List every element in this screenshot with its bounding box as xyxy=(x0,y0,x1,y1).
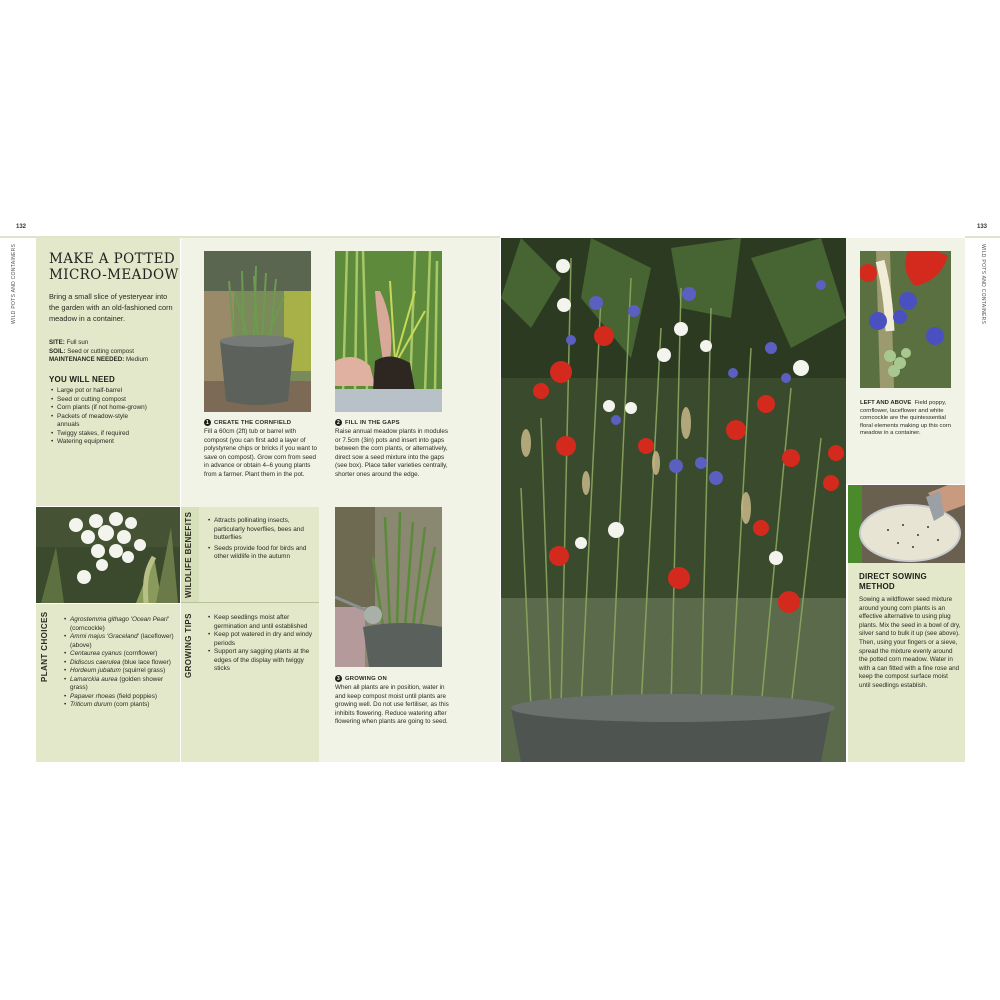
caption-label: LEFT AND ABOVE xyxy=(860,400,912,406)
step-3-body: When all plants are in position, water in and keep compost moist until plants are growing well. Do not use fertiliser, as this inhibits flowering. Reduce watering after flowering when plants are going to seed. xyxy=(335,684,449,726)
step3-photo xyxy=(335,507,442,667)
common-name: (corn plants) xyxy=(113,701,150,708)
list-item: • Support any sagging plants at the edges of the display with twiggy sticks xyxy=(207,648,317,674)
photo-caption xyxy=(860,400,956,438)
page-title xyxy=(49,251,179,283)
step2-photo xyxy=(335,251,442,412)
latin-name: Lamarckia aurea xyxy=(70,675,118,683)
plant-choice-item xyxy=(63,676,181,693)
plant-choice-item xyxy=(63,650,181,659)
step-number-icon: 2 xyxy=(335,419,342,426)
site-value: Full sun xyxy=(66,339,89,346)
list-item: • Keep pot watered in dry and windy periods xyxy=(207,631,317,648)
site-label: SITE: xyxy=(49,339,65,346)
site-info xyxy=(49,339,177,365)
list-item: • Packets of meadow-style annuals xyxy=(50,413,150,430)
latin-name: Agrostemma githago 'Ocean Pearl' xyxy=(70,616,169,623)
step-2 xyxy=(335,419,450,480)
running-head-right: WILD POTS AND CONTAINERS xyxy=(980,244,986,325)
watering-image xyxy=(335,507,442,667)
step-1-body: Fill a 60cm (2ft) tub or barrel with compost (you can first add a layer of polystyrene chips or bricks if you want to save on compost). Grow corn from seed in advance or obtain 4–6 young plants from a farmer. Plant them in the pot. xyxy=(204,428,318,478)
soil-label: SOIL: xyxy=(49,347,66,355)
latin-name: Papaver rhoeas xyxy=(70,692,116,700)
maintenance-label: MAINTENANCE NEEDED: xyxy=(49,356,125,364)
main-meadow-photo xyxy=(501,238,846,762)
list-item: • Corn plants (if not home-grown) xyxy=(50,404,150,413)
header-rule-right xyxy=(965,236,1000,238)
common-name: (cornflower) xyxy=(123,650,158,657)
heading-line-1: DIRECT SOWING xyxy=(859,572,927,581)
common-name: (corncockle) xyxy=(70,624,105,632)
step-3-heading xyxy=(335,675,450,682)
wildlife-benefits-list xyxy=(207,517,317,562)
list-item: • Large pot or half-barrel xyxy=(50,387,150,396)
plant-choice-item xyxy=(63,701,181,710)
growing-tips-list xyxy=(207,614,317,674)
list-item: • Attracts pollinating insects, particularly hoverflies, bees and butterflies xyxy=(207,517,317,543)
plant-choice-item xyxy=(63,659,181,668)
common-name: (field poppies) xyxy=(116,692,158,700)
potted-meadow-image xyxy=(501,238,846,762)
corn-pot-image xyxy=(204,251,311,412)
step-3 xyxy=(335,675,450,727)
intro-text: Bring a small slice of yesteryear into the garden with an old-fashioned corn meadow in a container. xyxy=(49,292,173,323)
you-will-need-heading: YOU WILL NEED xyxy=(49,375,116,384)
laceflower-image xyxy=(36,507,180,603)
plant-choices-list xyxy=(63,616,181,710)
list-item: • Twiggy stakes, if required xyxy=(50,430,150,439)
planting-image xyxy=(335,251,442,412)
plant-choice-item xyxy=(63,633,181,650)
page-number-left: 132 xyxy=(16,224,27,230)
direct-sowing-body: Sowing a wildflower seed mixture around young corn plants is an effective alternative to using plug plants. Mix the seed in a bowl of dry, silver sand to bulk it up (see above). Then, using your fingers or a sieve, spread the mixture evenly around the potted corn meadow. Water in with a can fitted with a fine rose and keep the compost surface moist until seedlings establish. xyxy=(859,596,961,689)
common-name: (laceflower) (above) xyxy=(70,633,174,649)
seed-bowl-image xyxy=(848,485,965,563)
soil-value: Seed or cutting compost xyxy=(67,347,134,355)
caption-text: Field poppy, cornflower, laceflower and white corncockle are the quintessential floral elements making up this corn meadow in a container. xyxy=(860,400,952,437)
latin-name: Didiscus caerulea xyxy=(70,658,121,666)
page-number-right: 133 xyxy=(977,224,988,230)
step-1 xyxy=(204,419,319,480)
step-1-heading xyxy=(204,419,319,426)
direct-sowing-heading xyxy=(859,572,927,592)
step-number-icon: 1 xyxy=(204,419,211,426)
you-will-need-list xyxy=(50,387,150,447)
growing-tips-heading: GROWING TIPS xyxy=(184,613,193,678)
flowers-closeup-image xyxy=(860,251,951,388)
wildlife-benefits-heading: WILDLIFE BENEFITS xyxy=(184,511,193,598)
plant-choice-item xyxy=(63,616,181,633)
plant-choice-item xyxy=(63,693,181,702)
latin-name: Centaurea cyanus xyxy=(70,650,122,657)
maintenance-value: Medium xyxy=(126,356,149,364)
step-title: GROWING ON xyxy=(345,675,387,682)
list-item: • Seed or cutting compost xyxy=(50,396,150,405)
laceflower-photo xyxy=(36,507,180,603)
latin-name: Hordeum jubatum xyxy=(70,667,121,674)
step1-photo xyxy=(204,251,311,412)
step-2-heading xyxy=(335,419,450,426)
step-title: FILL IN THE GAPS xyxy=(345,419,400,426)
plant-choice-item xyxy=(63,667,181,676)
running-head-left: WILD POTS AND CONTAINERS xyxy=(11,243,17,324)
step-title: CREATE THE CORNFIELD xyxy=(214,419,292,426)
list-item: • Keep seedlings moist after germination and until established xyxy=(207,614,317,631)
step-2-body: Raise annual meadow plants in modules or 7.5cm (3in) pots and insert into gaps between the corn plants, or alternatively, direct sow a seed mixture into the gaps (see box). Place taller varieties centrally, shorter ones around the edge. xyxy=(335,428,449,478)
title-line-2: MICRO-MEADOW xyxy=(49,267,179,283)
list-item: • Seeds provide food for birds and other wildlife in the autumn xyxy=(207,545,317,562)
list-item: • Watering equipment xyxy=(50,438,150,447)
plant-choices-heading: PLANT CHOICES xyxy=(40,611,49,682)
sowing-photo xyxy=(848,485,965,563)
step-number-icon: 3 xyxy=(335,675,342,682)
common-name: (squirrel grass) xyxy=(122,667,166,674)
title-line-1: MAKE A POTTED xyxy=(49,251,176,267)
side-closeup-photo xyxy=(860,251,951,388)
common-name: (golden shower grass) xyxy=(70,675,164,691)
heading-line-2: METHOD xyxy=(859,582,895,591)
latin-name: Ammi majus 'Graceland' xyxy=(70,633,139,640)
common-name: (blue lace flower) xyxy=(122,658,171,666)
latin-name: Triticum durum xyxy=(70,701,113,708)
